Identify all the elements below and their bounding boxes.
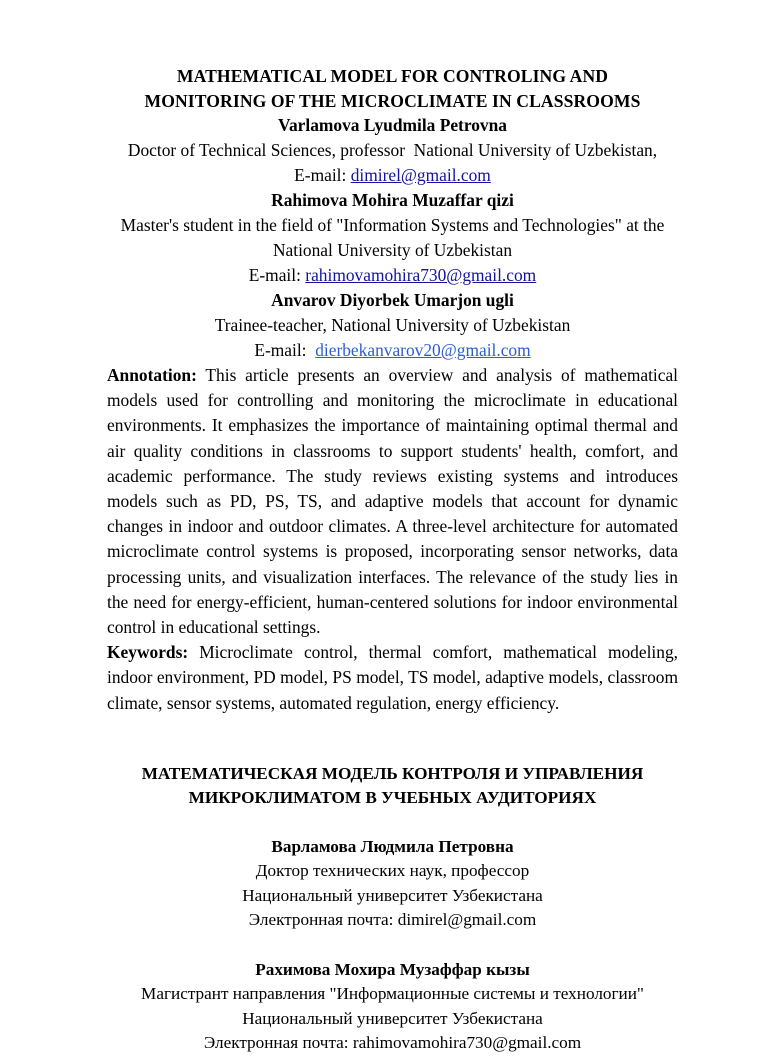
author-3-email-line — [107, 338, 678, 363]
author-2-email-line — [107, 263, 678, 288]
annotation-text: This article presents an overview and analysis of mathematical models used for controlling and monitoring the microclimate in educational environments. It emphasizes the importance of maintaining optimal thermal and air quality conditions in classrooms to support students' health, comfort, and academic performance. The study reviews existing systems and introduces models such as PD, PS, TS, and adaptive models that account for dynamic changes in indoor and outdoor climates. A three-level architecture for automated microclimate control systems is proposed, incorporating sensor networks, data processing units, and visualization interfaces. The relevance of the study lies in the need for energy-efficient, human-centered solutions for indoor environmental control in educational settings. — [107, 365, 678, 638]
keywords-text: Microclimate control, thermal comfort, mathematical modeling, indoor environment, PD model, PS model, TS model, adaptive models, classroom climate, sensor systems, automated regulation, energy efficiency. — [107, 642, 678, 713]
section-spacer-1 — [107, 716, 678, 741]
author-1-email-link[interactable]: dimirel@gmail.com — [350, 165, 491, 185]
author-3-email-label: E-mail: — [254, 340, 311, 360]
russian-author-1-affiliation-line-1: Доктор технических наук, профессор — [255, 861, 530, 881]
russian-author-2-name: Рахимова Мохира Музаффар кызы — [255, 959, 530, 979]
russian-author-1-affiliation-line-2: Национальный университет Узбекистана — [242, 885, 543, 905]
author-3-email-link[interactable]: dierbekanvarov20@gmail.com — [315, 340, 531, 360]
russian-author-2-affiliation-line-2: Национальный университет Узбекистана — [242, 1008, 543, 1028]
russian-title-line-2: МИКРОКЛИМАТОМ В УЧЕБНЫХ АУДИТОРИЯХ — [188, 787, 597, 807]
author-2-email-link[interactable]: rahimovamohira730@gmail.com — [305, 265, 537, 285]
author-2-affiliation-line-1: Master's student in the field of "Information Systems and Technologies" at the — [120, 215, 665, 235]
author-1-email-line — [107, 163, 678, 188]
russian-title-line-1: МАТЕМАТИЧЕСКАЯ МОДЕЛЬ КОНТРОЛЯ И УПРАВЛЕНИЯ — [141, 763, 644, 783]
author-2-affiliation-line-2: National University of Uzbekistan — [272, 240, 513, 260]
page-content — [107, 64, 678, 1056]
english-title-line-1: MATHEMATICAL MODEL FOR CONTROLING AND — [176, 66, 609, 86]
english-title-line-2: MONITORING OF THE MICROCLIMATE IN CLASSROOMS — [144, 90, 641, 111]
keywords-paragraph — [107, 640, 678, 716]
annotation-paragraph — [107, 363, 678, 640]
author-2-name: Rahimova Mohira Muzaffar qizi — [271, 190, 514, 210]
russian-author-2-affiliation-line-1: Магистрант направления "Информационные системы и технологии" — [141, 984, 644, 1004]
author-2-email-label: E-mail: — [248, 265, 301, 285]
keywords-label: Keywords: — [107, 642, 189, 663]
russian-author-1-email-line: Электронная почта: dimirel@gmail.com — [248, 910, 537, 930]
author-3-name: Anvarov Diyorbek Umarjon ugli — [271, 290, 514, 310]
section-spacer-4 — [107, 933, 678, 958]
section-spacer-2 — [107, 741, 678, 762]
section-spacer-3 — [107, 810, 678, 835]
russian-author-1-name: Варламова Людмила Петровна — [271, 836, 514, 856]
annotation-label: Annotation: — [107, 365, 197, 385]
author-1-name: Varlamova Lyudmila Petrovna — [278, 115, 507, 135]
author-1-email-label: E-mail: — [294, 165, 347, 185]
russian-author-2-email-line: Электронная почта: rahimovamohira730@gmail.com — [203, 1033, 582, 1053]
author-1-affiliation-line-1: Doctor of Technical Sciences, professor National University of Uzbekistan, — [127, 140, 658, 160]
author-3-affiliation-line-1: Trainee-teacher, National University of Uzbekistan — [214, 315, 571, 335]
